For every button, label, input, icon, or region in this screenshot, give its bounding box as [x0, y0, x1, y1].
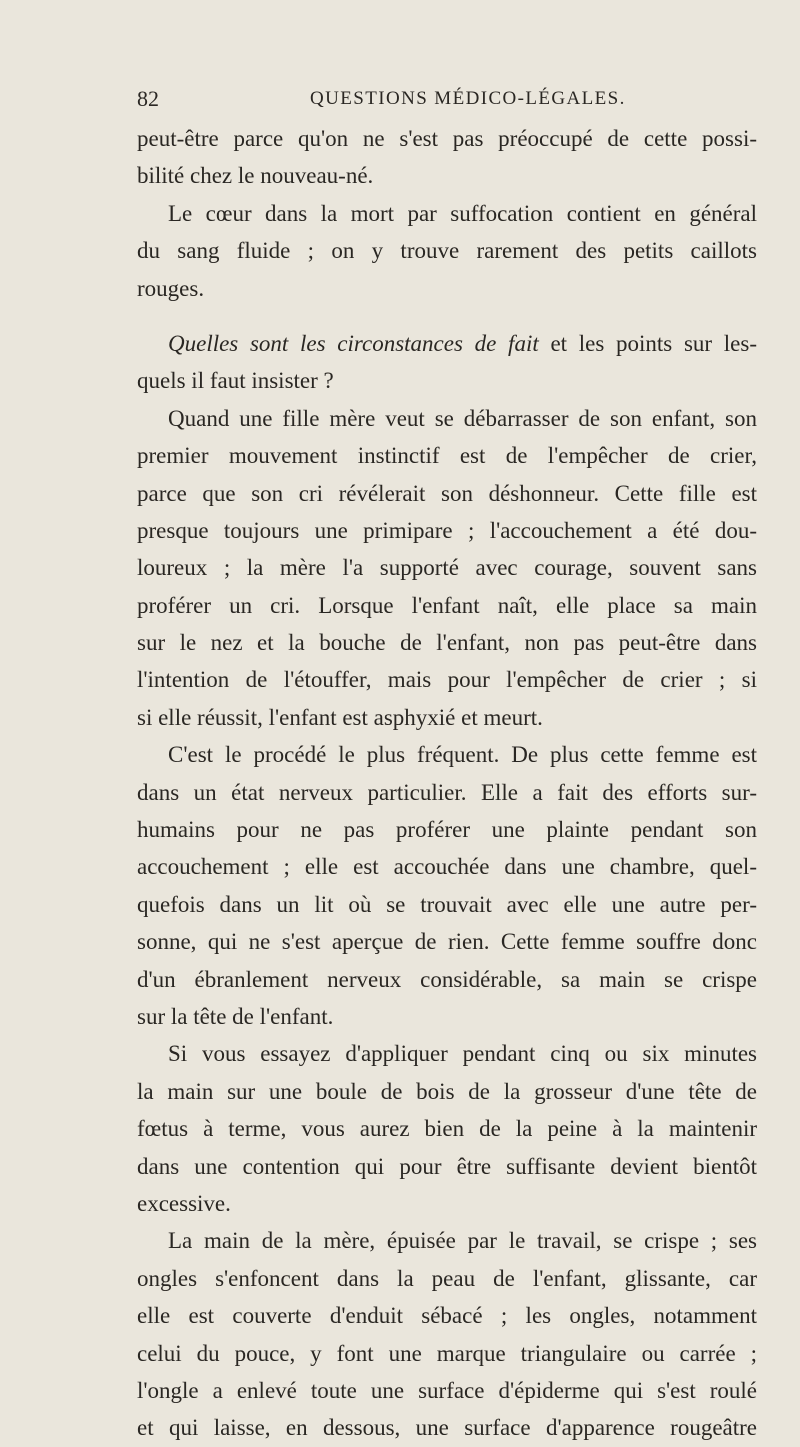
- page-number: 82: [137, 86, 159, 111]
- text-line: humains pour ne pas proférer une plainte pendant son: [137, 817, 757, 843]
- text-line: Le cœur dans la mort par suffocation contient en général: [168, 200, 757, 226]
- running-title: QUESTIONS MÉDICO-LÉGALES.: [310, 88, 626, 109]
- text-line: accouchement ; elle est accouchée dans une chambre, quel-: [137, 854, 757, 880]
- text-line: La main de la mère, épuisée par le travail, se crispe ; ses: [168, 1228, 757, 1254]
- page-header: [137, 86, 697, 116]
- text-line: parce que son cri révélerait son déshonneur. Cette fille est: [137, 480, 757, 506]
- text-line: premier mouvement instinctif est de l'empêcher de crier,: [137, 443, 757, 469]
- section-question-line: [137, 325, 757, 362]
- text-line: dans une contention qui pour être suffisante devient bientôt: [137, 1153, 757, 1179]
- text-line: Si vous essayez d'appliquer pendant cinq ou six minutes: [168, 1041, 757, 1067]
- section-question-italic: Quelles sont les circonstances de fait: [168, 330, 539, 356]
- text-line: ongles s'enfoncent dans la peau de l'enfant, glissante, car: [137, 1265, 757, 1291]
- text-line: rouges.: [137, 275, 205, 301]
- text-line: fœtus à terme, vous aurez bien de la peine à la maintenir: [137, 1116, 757, 1142]
- text-line: quels il faut insister ?: [137, 368, 334, 394]
- text-line: la main sur une boule de bois de la grosseur d'une tête de: [137, 1078, 757, 1104]
- text-line: l'ongle a enlevé toute une surface d'épiderme qui s'est roulé: [137, 1377, 757, 1403]
- text-line: et qui laisse, en dessous, une surface d'apparence rougeâtre: [137, 1415, 757, 1441]
- text-line: bilité chez le nouveau-né.: [137, 163, 374, 189]
- text-line: du sang fluide ; on y trouve rarement des petits caillots: [137, 238, 757, 264]
- body-text: [137, 120, 757, 1447]
- text-line: loureux ; la mère l'a supporté avec courage, souvent sans: [137, 555, 757, 581]
- text-line: sonne, qui ne s'est aperçue de rien. Cette femme souffre donc: [137, 929, 757, 955]
- text-line: proférer un cri. Lorsque l'enfant naît, elle place sa main: [137, 592, 757, 618]
- text-line: l'intention de l'étouffer, mais pour l'empêcher de crier ; si: [137, 667, 757, 693]
- text-line: peut-être parce qu'on ne s'est pas préoccupé de cette possi-: [137, 126, 757, 151]
- paragraph-gap: [137, 307, 757, 325]
- text-line: si elle réussit, l'enfant est asphyxié et meurt.: [137, 704, 543, 730]
- section-question-rest: et les points sur les-: [550, 330, 757, 356]
- text-line: sur la tête de l'enfant.: [137, 1003, 334, 1029]
- text-line: Quand une fille mère veut se débarrasser de son enfant, son: [168, 405, 757, 431]
- text-line: sur le nez et la bouche de l'enfant, non pas peut-être dans: [137, 630, 757, 656]
- text-line: d'un ébranlement nerveux considérable, sa main se crispe: [137, 966, 757, 992]
- text-line: C'est le procédé le plus fréquent. De plus cette femme est: [168, 742, 757, 768]
- text-line: dans un état nerveux particulier. Elle a fait des efforts sur-: [137, 779, 757, 805]
- text-line: excessive.: [137, 1190, 231, 1216]
- text-line: celui du pouce, y font une marque triangulaire ou carrée ;: [137, 1340, 757, 1366]
- text-line: elle est couverte d'enduit sébacé ; les ongles, notamment: [137, 1303, 757, 1329]
- text-line: presque toujours une primipare ; l'accouchement a été dou-: [137, 517, 757, 543]
- text-line: quefois dans un lit où se trouvait avec elle une autre per-: [137, 891, 757, 917]
